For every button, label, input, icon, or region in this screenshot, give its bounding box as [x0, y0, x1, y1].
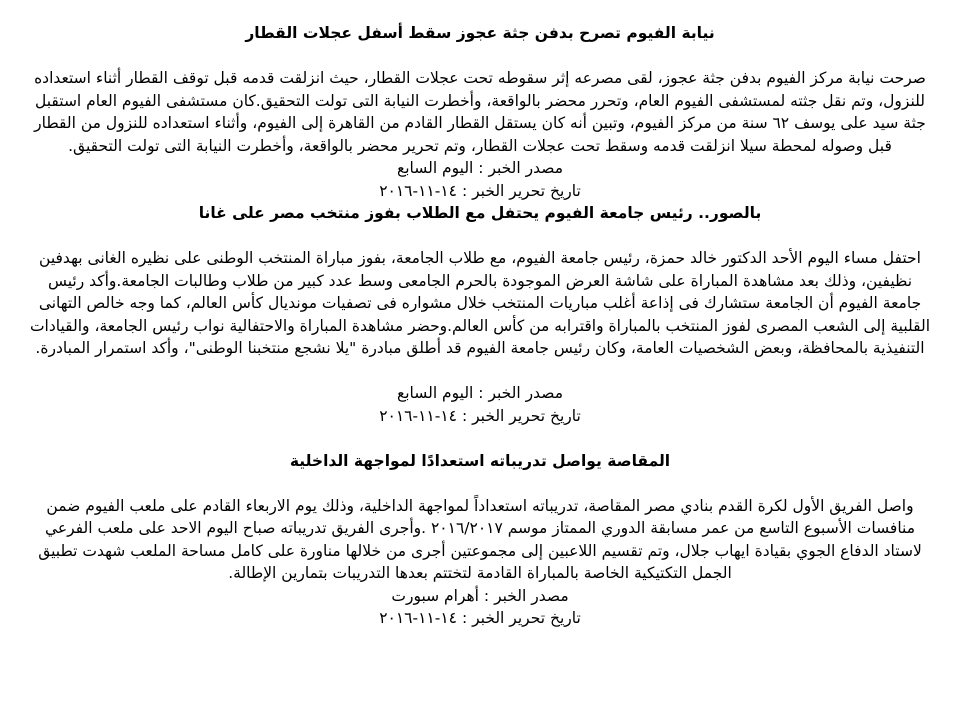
- article-2-source: مصدر الخبر : اليوم السابع: [396, 384, 563, 402]
- article-2-headline: بالصور.. رئيس جامعة الفيوم يحتفل مع الطلاب بفوز منتخب مصر على غانا: [198, 204, 762, 222]
- article-3-body: واصل الفريق الأول لكرة القدم بنادي مصر المقاصة، تدريباته استعداداً لمواجهة الداخلية، وذلك يوم الاربعاء القادم على ملعب الفيوم ضمن منافسات الأسبوع التاسع من عمر مسابقة الدوري الممتاز موسم ٢٠١٦/٢٠١٧ .وأجرى الفريق تدريباته صباح اليوم الاحد على ملعب الفرعي لاستاد الدفاع الجوي بقيادة ايهاب جلال، وتم تقسيم اللاعبين إلى مجموعتين أجرى من خلالها مناورة على كامل مساحة الملعب شهدت تطبيق الجمل التكتيكية الخاصة بالمباراة القادمة لتختتم بعدها التدريبات بتمارين الإطالة.: [38, 496, 922, 582]
- article-2: [28, 202, 932, 427]
- article-1: [28, 22, 932, 202]
- article-3-headline: المقاصة يواصل تدريباته استعدادًا لمواجهة الداخلية: [289, 451, 671, 470]
- article-1-headline: نيابة الفيوم تصرح بدفن جثة عجوز سقط أسفل عجلات القطار: [245, 24, 715, 42]
- article-2-body: احتفل مساء اليوم الأحد الدكتور خالد حمزة، رئيس جامعة الفيوم، مع طلاب الجامعة، بفوز مباراة المنتخب الوطنى على نظيره الغانى بهدفين نظيفين، وذلك بعد مشاهدة المباراة على شاشة العرض الموجودة بالحرم الجامعى وسط عدد كبير من طلاب وطالبات الجامعة.وأكد رئيس جامعة الفيوم أن الجامعة ستشارك فى إذاعة أغلب مباريات المنتخب خلال مشواره فى تصفيات مونديال كأس العالم، كما وجه خالص التهانى القلبية إلى الشعب المصرى لفوز المنتخب بالمباراة واقترابه من كأس العالم.وحضر مشاهدة المباراة والاحتفالية نواب رئيس الجامعة، والقيادات التنفيذية بالمحافظة، وبعض الشخصيات العامة، وكان رئيس جامعة الفيوم قد أطلق مبادرة "يلا نشجع منتخبنا الوطنى"، وأكد استمرار المبادرة.: [29, 249, 931, 357]
- article-3: [28, 450, 932, 630]
- news-document: [28, 22, 932, 630]
- article-3-date: تاريخ تحرير الخبر : ١٤-١١-٢٠١٦: [379, 609, 581, 627]
- article-1-source: مصدر الخبر : اليوم السابع: [396, 159, 563, 177]
- article-1-date: تاريخ تحرير الخبر : ١٤-١١-٢٠١٦: [379, 181, 581, 200]
- article-1-body: صرحت نيابة مركز الفيوم بدفن جثة عجوز، لقى مصرعه إثر سقوطه تحت عجلات القطار، حيث انزلقت قدمه قبل توقف القطار أثناء استعداده للنزول، وتم نقل جثته لمستشفى الفيوم العام، وتحرر محضر بالواقعة، وأخطرت النيابة التى تولت التحقيق.كان مستشفى الفيوم العام استقبل جثة سيد على يوسف ٦٢ سنة من مركز الفيوم، وتبين أنه كان يستقل القطار القادم من القاهرة إلى الفيوم، وأثناء استعداده للنزول من القطار قبل وصوله لمحطة سيلا انزلقت قدمه وسقط تحت عجلات القطار، وتم تحرير محضر بالواقعة، وأخطرت النيابة التى تولت التحقيق.: [34, 69, 926, 155]
- article-2-date: تاريخ تحرير الخبر : ١٤-١١-٢٠١٦: [379, 406, 581, 425]
- article-3-source: مصدر الخبر : أهرام سبورت: [391, 586, 569, 605]
